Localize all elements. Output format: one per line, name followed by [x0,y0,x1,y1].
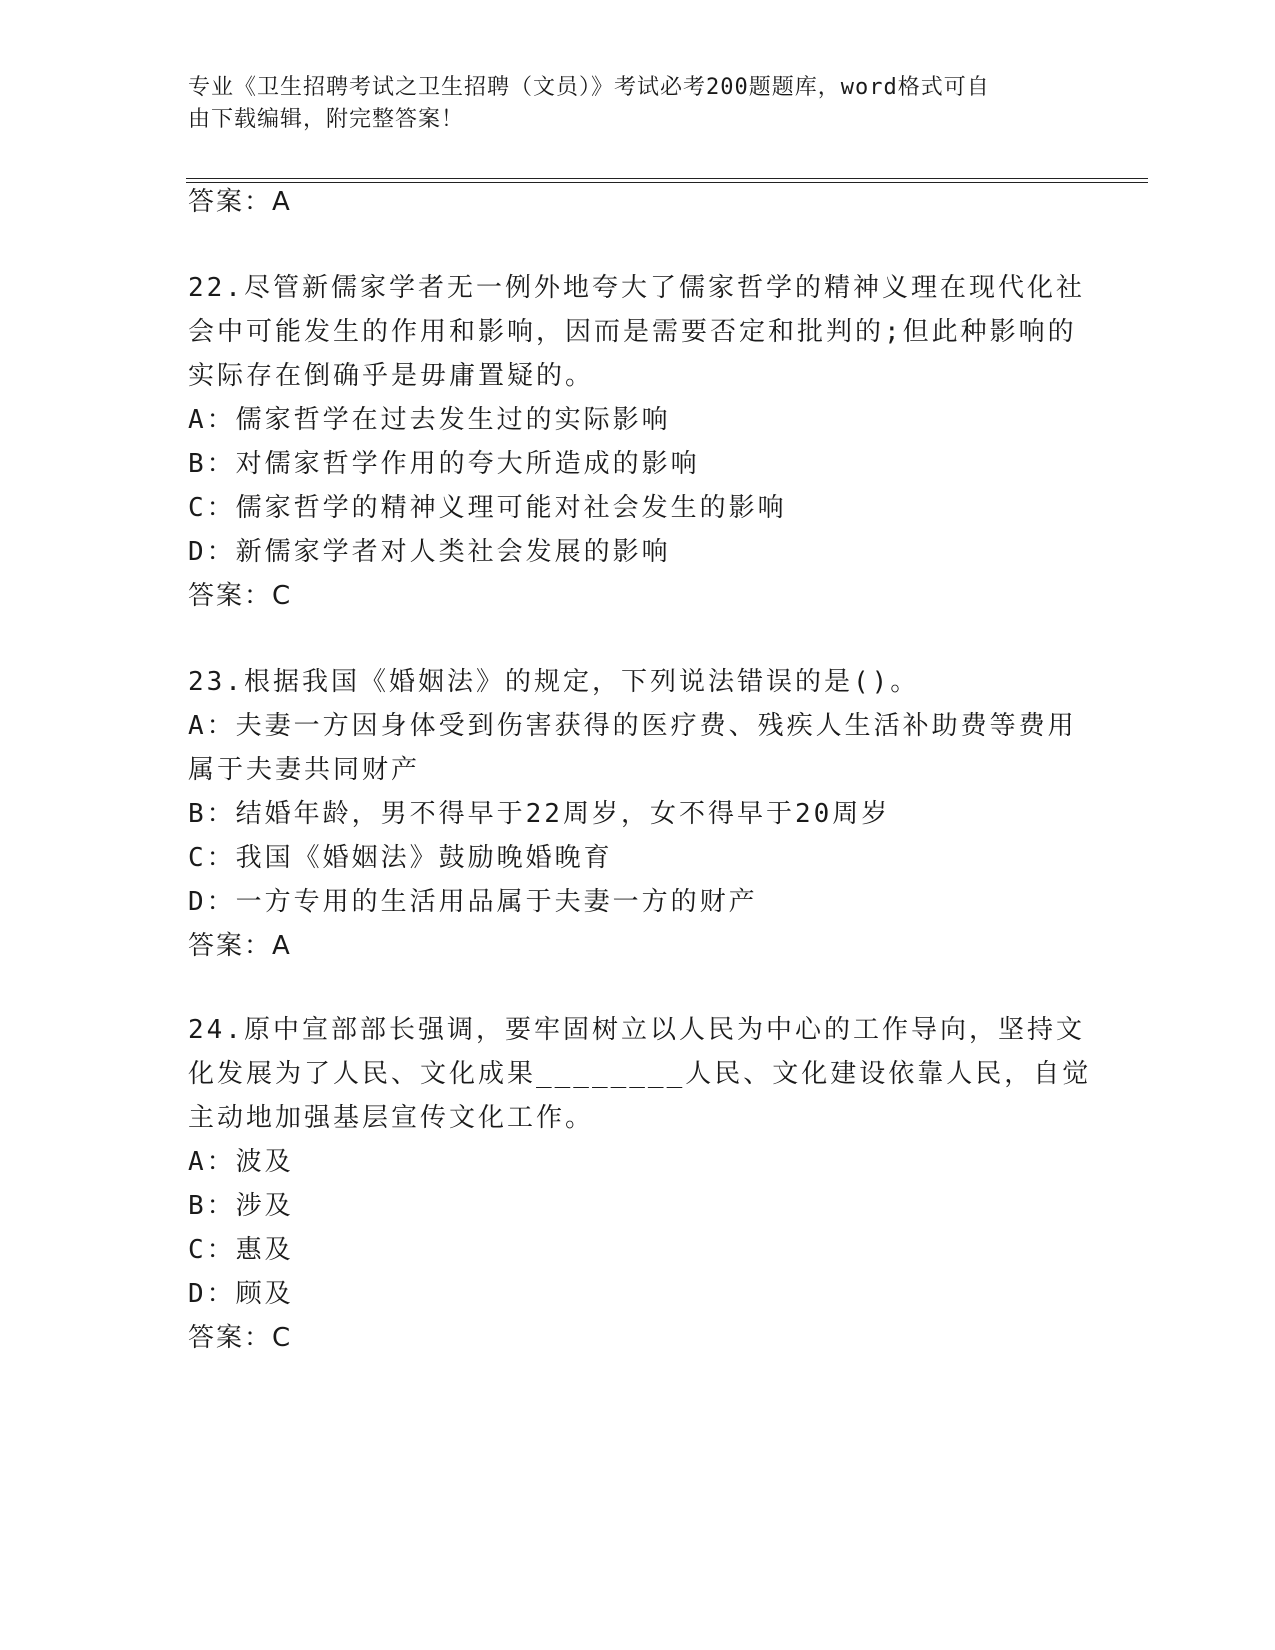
option-c: C：我国《婚姻法》鼓励晚婚晚育 [188,843,613,873]
option-d: D：顾及 [188,1279,294,1309]
answer: 答案：A [188,931,292,961]
document-header [188,72,1088,136]
option-b: B：对儒家哲学作用的夸大所造成的影响 [188,449,700,479]
question-stem-line: 实际存在倒确乎是毋庸置疑的。 [188,361,595,391]
previous-answer: 答案：A [188,187,292,217]
header-line-1: 专业《卫生招聘考试之卫生招聘（文员）》考试必考200题题库，word格式可自 [188,75,990,100]
option-a: A：夫妻一方因身体受到伤害获得的医疗费、残疾人生活补助费等费用 [188,711,1077,741]
option-c: C：惠及 [188,1235,294,1265]
option-b: B：结婚年龄，男不得早于22周岁，女不得早于20周岁 [188,799,891,829]
option-d: D：一方专用的生活用品属于夫妻一方的财产 [188,887,758,917]
question-stem-line: 24.原中宣部部长强调，要牢固树立以人民为中心的工作导向，坚持文 [188,1015,1085,1045]
question-stem-line: 化发展为了人民、文化成果________人民、文化建设依靠人民，自觉 [188,1059,1092,1089]
option-d: D：新儒家学者对人类社会发展的影响 [188,537,671,567]
header-divider-top [186,178,1148,179]
header-line-2: 由下载编辑，附完整答案！ [188,107,465,132]
option-c: C：儒家哲学的精神义理可能对社会发生的影响 [188,493,787,523]
question-stem-line: 23.根据我国《婚姻法》的规定，下列说法错误的是()。 [188,667,920,697]
option-a: A：波及 [188,1147,294,1177]
answer: 答案：C [188,581,293,611]
question-stem-line: 主动地加强基层宣传文化工作。 [188,1103,595,1133]
question-stem-line: 会中可能发生的作用和影响，因而是需要否定和批判的;但此种影响的 [188,317,1077,347]
question-stem-line: 22.尽管新儒家学者无一例外地夸大了儒家哲学的精神义理在现代化社 [188,273,1085,303]
header-divider-bottom [186,182,1148,183]
option-a-continued: 属于夫妻共同财产 [188,755,421,785]
answer: 答案：C [188,1323,293,1353]
option-a: A：儒家哲学在过去发生过的实际影响 [188,405,671,435]
option-b: B：涉及 [188,1191,294,1221]
